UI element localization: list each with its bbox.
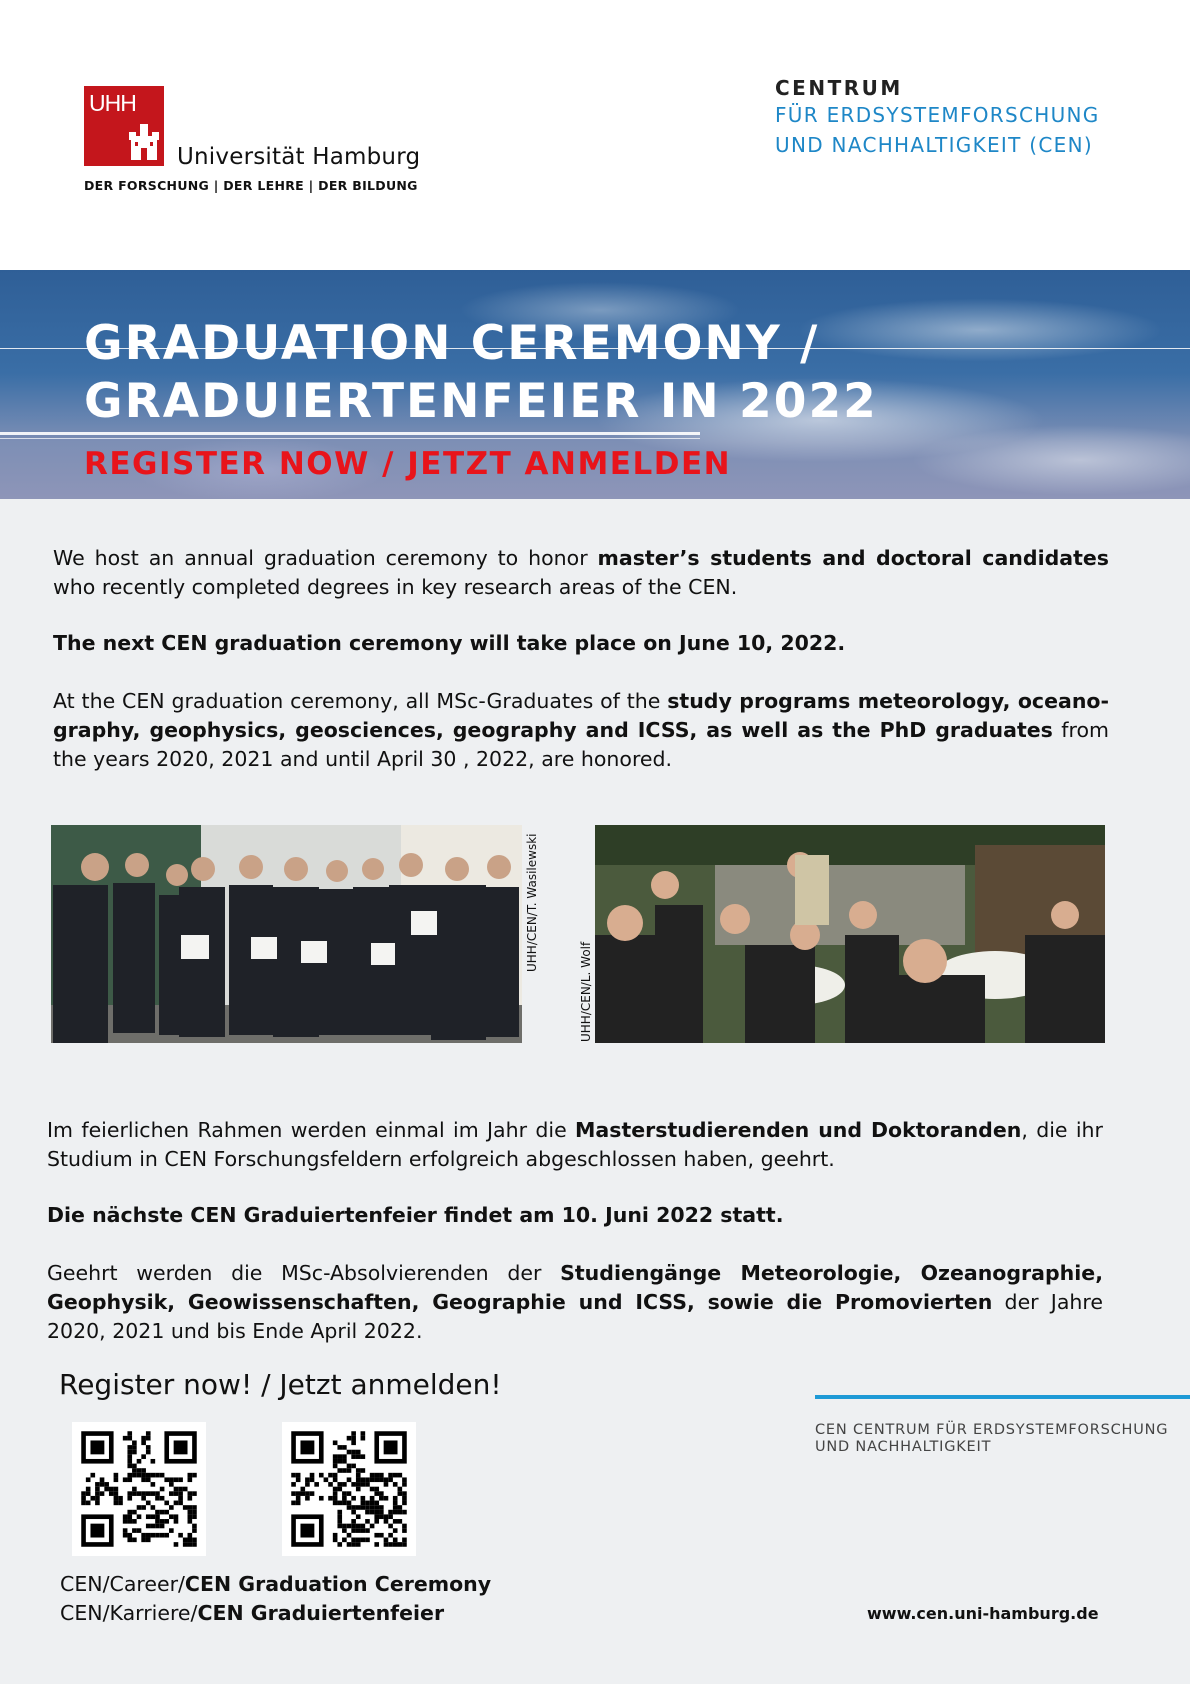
english-date: The next CEN graduation ceremony will take place on June 10, 2022. <box>53 631 846 655</box>
photo-credit-2: UHH/CEN/L. Wolf <box>579 941 593 1042</box>
photo-credit-1: UHH/CEN/T. Wasilewski <box>525 833 539 972</box>
cen-logo-line1: CENTRUM <box>775 76 903 100</box>
reception-photo <box>595 825 1105 1043</box>
english-programs-bold: study programs meteorology, oceano-graphy, geophysics, geosciences, geography and ICSS, as well as the PhD graduates <box>53 689 1110 742</box>
english-intro-bold: master’s students and doctoral candidates <box>597 546 1110 570</box>
register-title: Register now! / Jetzt anmelden! <box>59 1368 502 1401</box>
english-intro-text-end: who recently completed degrees in key research areas of the CEN. <box>53 575 738 599</box>
german-programs <box>47 1259 1103 1346</box>
karriere-link-page: CEN Graduiertenfeier <box>197 1601 445 1625</box>
qr-code-karriere[interactable] <box>282 1422 416 1556</box>
german-intro <box>47 1116 1103 1174</box>
english-programs <box>53 687 1109 774</box>
karriere-link-path: CEN/Karriere/ <box>60 1601 198 1625</box>
german-intro-bold: Masterstudierenden und Doktoranden <box>575 1118 1022 1142</box>
english-programs-text-end: from the years 2020, 2021 and until April 30 , 2022, are honored. <box>53 718 1109 771</box>
career-link-path: CEN/Career/ <box>60 1572 185 1596</box>
german-intro-text: Im feierlichen Rahmen werden einmal im Jahr die <box>47 1118 576 1142</box>
karriere-link[interactable] <box>60 1601 444 1625</box>
banner-subtitle: REGISTER NOW / JETZT ANMELDEN <box>84 446 732 482</box>
uhh-mark: UHH <box>89 90 136 116</box>
cen-logo <box>775 76 1100 160</box>
university-name: Universität Hamburg <box>177 144 421 170</box>
castle-icon <box>127 122 161 162</box>
career-link-page: CEN Graduation Ceremony <box>184 1572 492 1596</box>
german-programs-text: Geehrt werden die MSc-Absolvierenden der <box>47 1261 561 1285</box>
english-programs-text: At the CEN graduation ceremony, all MSc-Graduates of the <box>53 689 668 713</box>
banner-title-line1: GRADUATION CEREMONY / <box>84 316 820 371</box>
university-tagline: DER FORSCHUNG | DER LEHRE | DER BILDUNG <box>84 178 418 193</box>
qr-code-icon <box>72 1422 206 1556</box>
footer-cen-line1: CEN CENTRUM FÜR ERDSYSTEMFORSCHUNG <box>815 1422 1169 1438</box>
german-intro-text-end: , die ihr Studium in CEN Forschungsfeldern erfolgreich abgeschlossen haben, geehrt. <box>47 1118 1103 1171</box>
footer-cen-line2: UND NACHHALTIGKEIT <box>815 1439 992 1455</box>
footer-accent-rule <box>815 1395 1190 1399</box>
banner-title-line2: GRADUIERTENFEIER IN 2022 <box>84 374 878 429</box>
cen-logo-line3: UND NACHHALTIGKEIT (CEN) <box>775 133 1093 157</box>
uhh-logo <box>84 86 164 166</box>
header <box>0 0 1190 270</box>
qr-code-icon <box>282 1422 416 1556</box>
german-programs-bold: Studiengänge Meteorologie, Ozeanographie, Geophysik, Geowissenschaften, Geographie und ICSS, sowie die Promovierten <box>47 1261 1103 1314</box>
footer-cen-name <box>815 1422 1168 1456</box>
cen-logo-line2: FÜR ERDSYSTEMFORSCHUNG <box>775 103 1100 127</box>
german-date: Die nächste CEN Graduiertenfeier findet am 10. Juni 2022 statt. <box>47 1203 784 1227</box>
german-programs-text-end: der Jahre 2020, 2021 und bis Ende April 2022. <box>47 1290 1103 1343</box>
title-banner <box>0 270 1190 499</box>
group-photo-image <box>51 825 522 1043</box>
website-url[interactable]: www.cen.uni-hamburg.de <box>867 1604 1099 1623</box>
english-intro-text: We host an annual graduation ceremony to honor <box>53 546 598 570</box>
qr-code-career[interactable] <box>72 1422 206 1556</box>
banner-rule <box>0 438 700 439</box>
english-intro <box>53 544 1109 602</box>
banner-rule <box>0 432 700 435</box>
reception-photo-image <box>595 825 1105 1043</box>
group-photo <box>51 825 522 1043</box>
career-link[interactable] <box>60 1572 491 1596</box>
